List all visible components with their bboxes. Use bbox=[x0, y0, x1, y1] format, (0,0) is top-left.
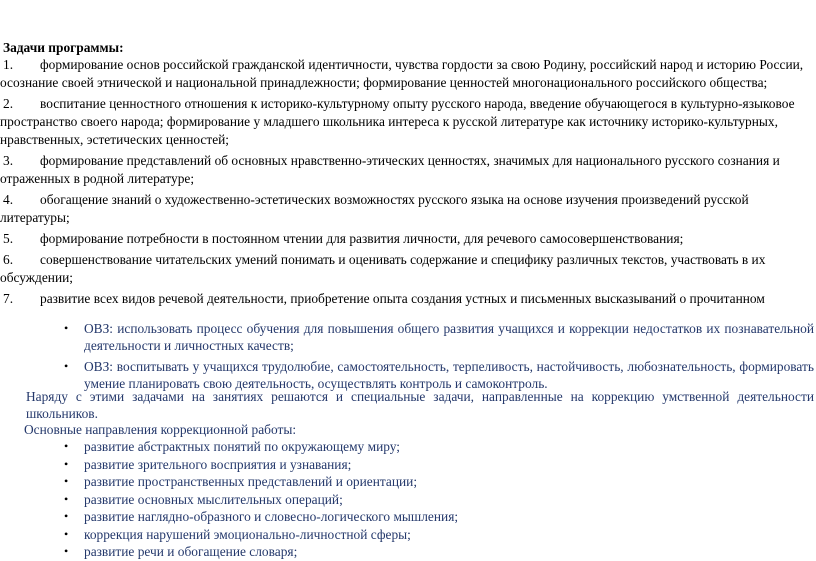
task-text: обогащение знаний о художественно-эстетических возможностях русского языка на основе изучения произведений русской литературы; bbox=[0, 192, 749, 225]
tasks-list bbox=[0, 56, 812, 311]
ovz-item-2 bbox=[62, 358, 814, 392]
direction-item-5 bbox=[62, 508, 814, 525]
program-tasks-title: Задачи программы: bbox=[3, 40, 124, 55]
task-item-7 bbox=[0, 290, 812, 308]
correction-directions-heading: Основные направления коррекционной работы: bbox=[24, 422, 297, 437]
task-number: 3. bbox=[3, 153, 14, 168]
direction-text: развитие зрительного восприятия и узнавания; bbox=[84, 456, 352, 472]
task-item-6 bbox=[0, 251, 812, 287]
task-text: совершенствование читательских умений понимать и оценивать содержание и специфику различных текстов, участвовать в их обсуждении; bbox=[0, 252, 766, 285]
direction-item-3 bbox=[62, 473, 814, 490]
task-number: 5. bbox=[3, 231, 14, 246]
task-text: формирование потребности в постоянном чтении для развития личности, для речевого самосовершенствования; bbox=[40, 231, 684, 246]
task-text: воспитание ценностного отношения к историко-культурному опыту русского народа, введение обучающегося в культурно-языковое пространство своего народа; формирование у младшего школьника интереса к русской литературе как источнику историко-культурных, нравственных, эстетических ценностей; bbox=[0, 96, 795, 147]
task-number: 6. bbox=[3, 252, 14, 267]
bullet-icon: • bbox=[64, 491, 69, 506]
direction-item-1 bbox=[62, 438, 814, 455]
correction-directions-list bbox=[62, 438, 814, 561]
direction-text: развитие пространственных представлений и ориентации; bbox=[84, 474, 418, 489]
task-number: 1. bbox=[3, 57, 14, 72]
task-text: развитие всех видов речевой деятельности, приобретение опыта создания устных и письменных высказываний о прочитанном bbox=[40, 291, 765, 306]
bullet-icon: • bbox=[64, 359, 69, 373]
direction-text: коррекция нарушений эмоционально-личностной сферы; bbox=[84, 526, 411, 542]
task-item-3 bbox=[0, 152, 812, 188]
special-tasks-paragraph: Наряду с этими задачами на занятиях решаются и специальные задачи, направленные на коррекцию умственной деятельности школьников. bbox=[26, 389, 814, 421]
direction-text: развитие наглядно-образного и словесно-логического мышления; bbox=[84, 509, 459, 524]
direction-text: развитие абстрактных понятий по окружающему миру; bbox=[84, 439, 401, 454]
task-item-2 bbox=[0, 95, 812, 149]
task-number: 4. bbox=[3, 192, 14, 207]
bullet-icon: • bbox=[64, 321, 69, 335]
bullet-icon: • bbox=[64, 509, 69, 523]
direction-item-7 bbox=[62, 543, 814, 560]
task-item-5 bbox=[0, 230, 812, 248]
ovz-list bbox=[62, 320, 814, 396]
ovz-text: ОВЗ: воспитывать у учащихся трудолюбие, самостоятельность, терпеливость, настойчивость, любознательность, формировать умение планировать свою деятельность, осуществлять контроль и самоконтроль. bbox=[84, 359, 814, 391]
task-item-1 bbox=[0, 56, 812, 92]
bullet-icon: • bbox=[64, 474, 69, 488]
bullet-icon: • bbox=[64, 526, 69, 541]
direction-item-6 bbox=[62, 526, 814, 543]
ovz-item-1 bbox=[62, 320, 814, 354]
task-number: 2. bbox=[3, 96, 14, 111]
task-number: 7. bbox=[3, 291, 14, 306]
direction-text: развитие основных мыслительных операций; bbox=[84, 491, 343, 507]
bullet-icon: • bbox=[64, 456, 69, 471]
direction-item-2 bbox=[62, 456, 814, 473]
ovz-text: ОВЗ: использовать процесс обучения для повышения общего развития учащихся и коррекции недостатков их познавательной деятельности и личностных качеств; bbox=[84, 321, 814, 353]
direction-text: развитие речи и обогащение словаря; bbox=[84, 544, 298, 559]
task-item-4 bbox=[0, 191, 812, 227]
bullet-icon: • bbox=[64, 544, 69, 558]
task-text: формирование основ российской гражданской идентичности, чувства гордости за свою Родину, российский народ и историю России, осознание своей этнической и национальной принадлежности; формирование ценностей многонационального российского общества; bbox=[0, 57, 804, 90]
direction-item-4 bbox=[62, 491, 814, 508]
bullet-icon: • bbox=[64, 439, 69, 453]
task-text: формирование представлений об основных нравственно-этических ценностях, значимых для национального русского сознания и отраженных в родной литературе; bbox=[0, 153, 780, 186]
